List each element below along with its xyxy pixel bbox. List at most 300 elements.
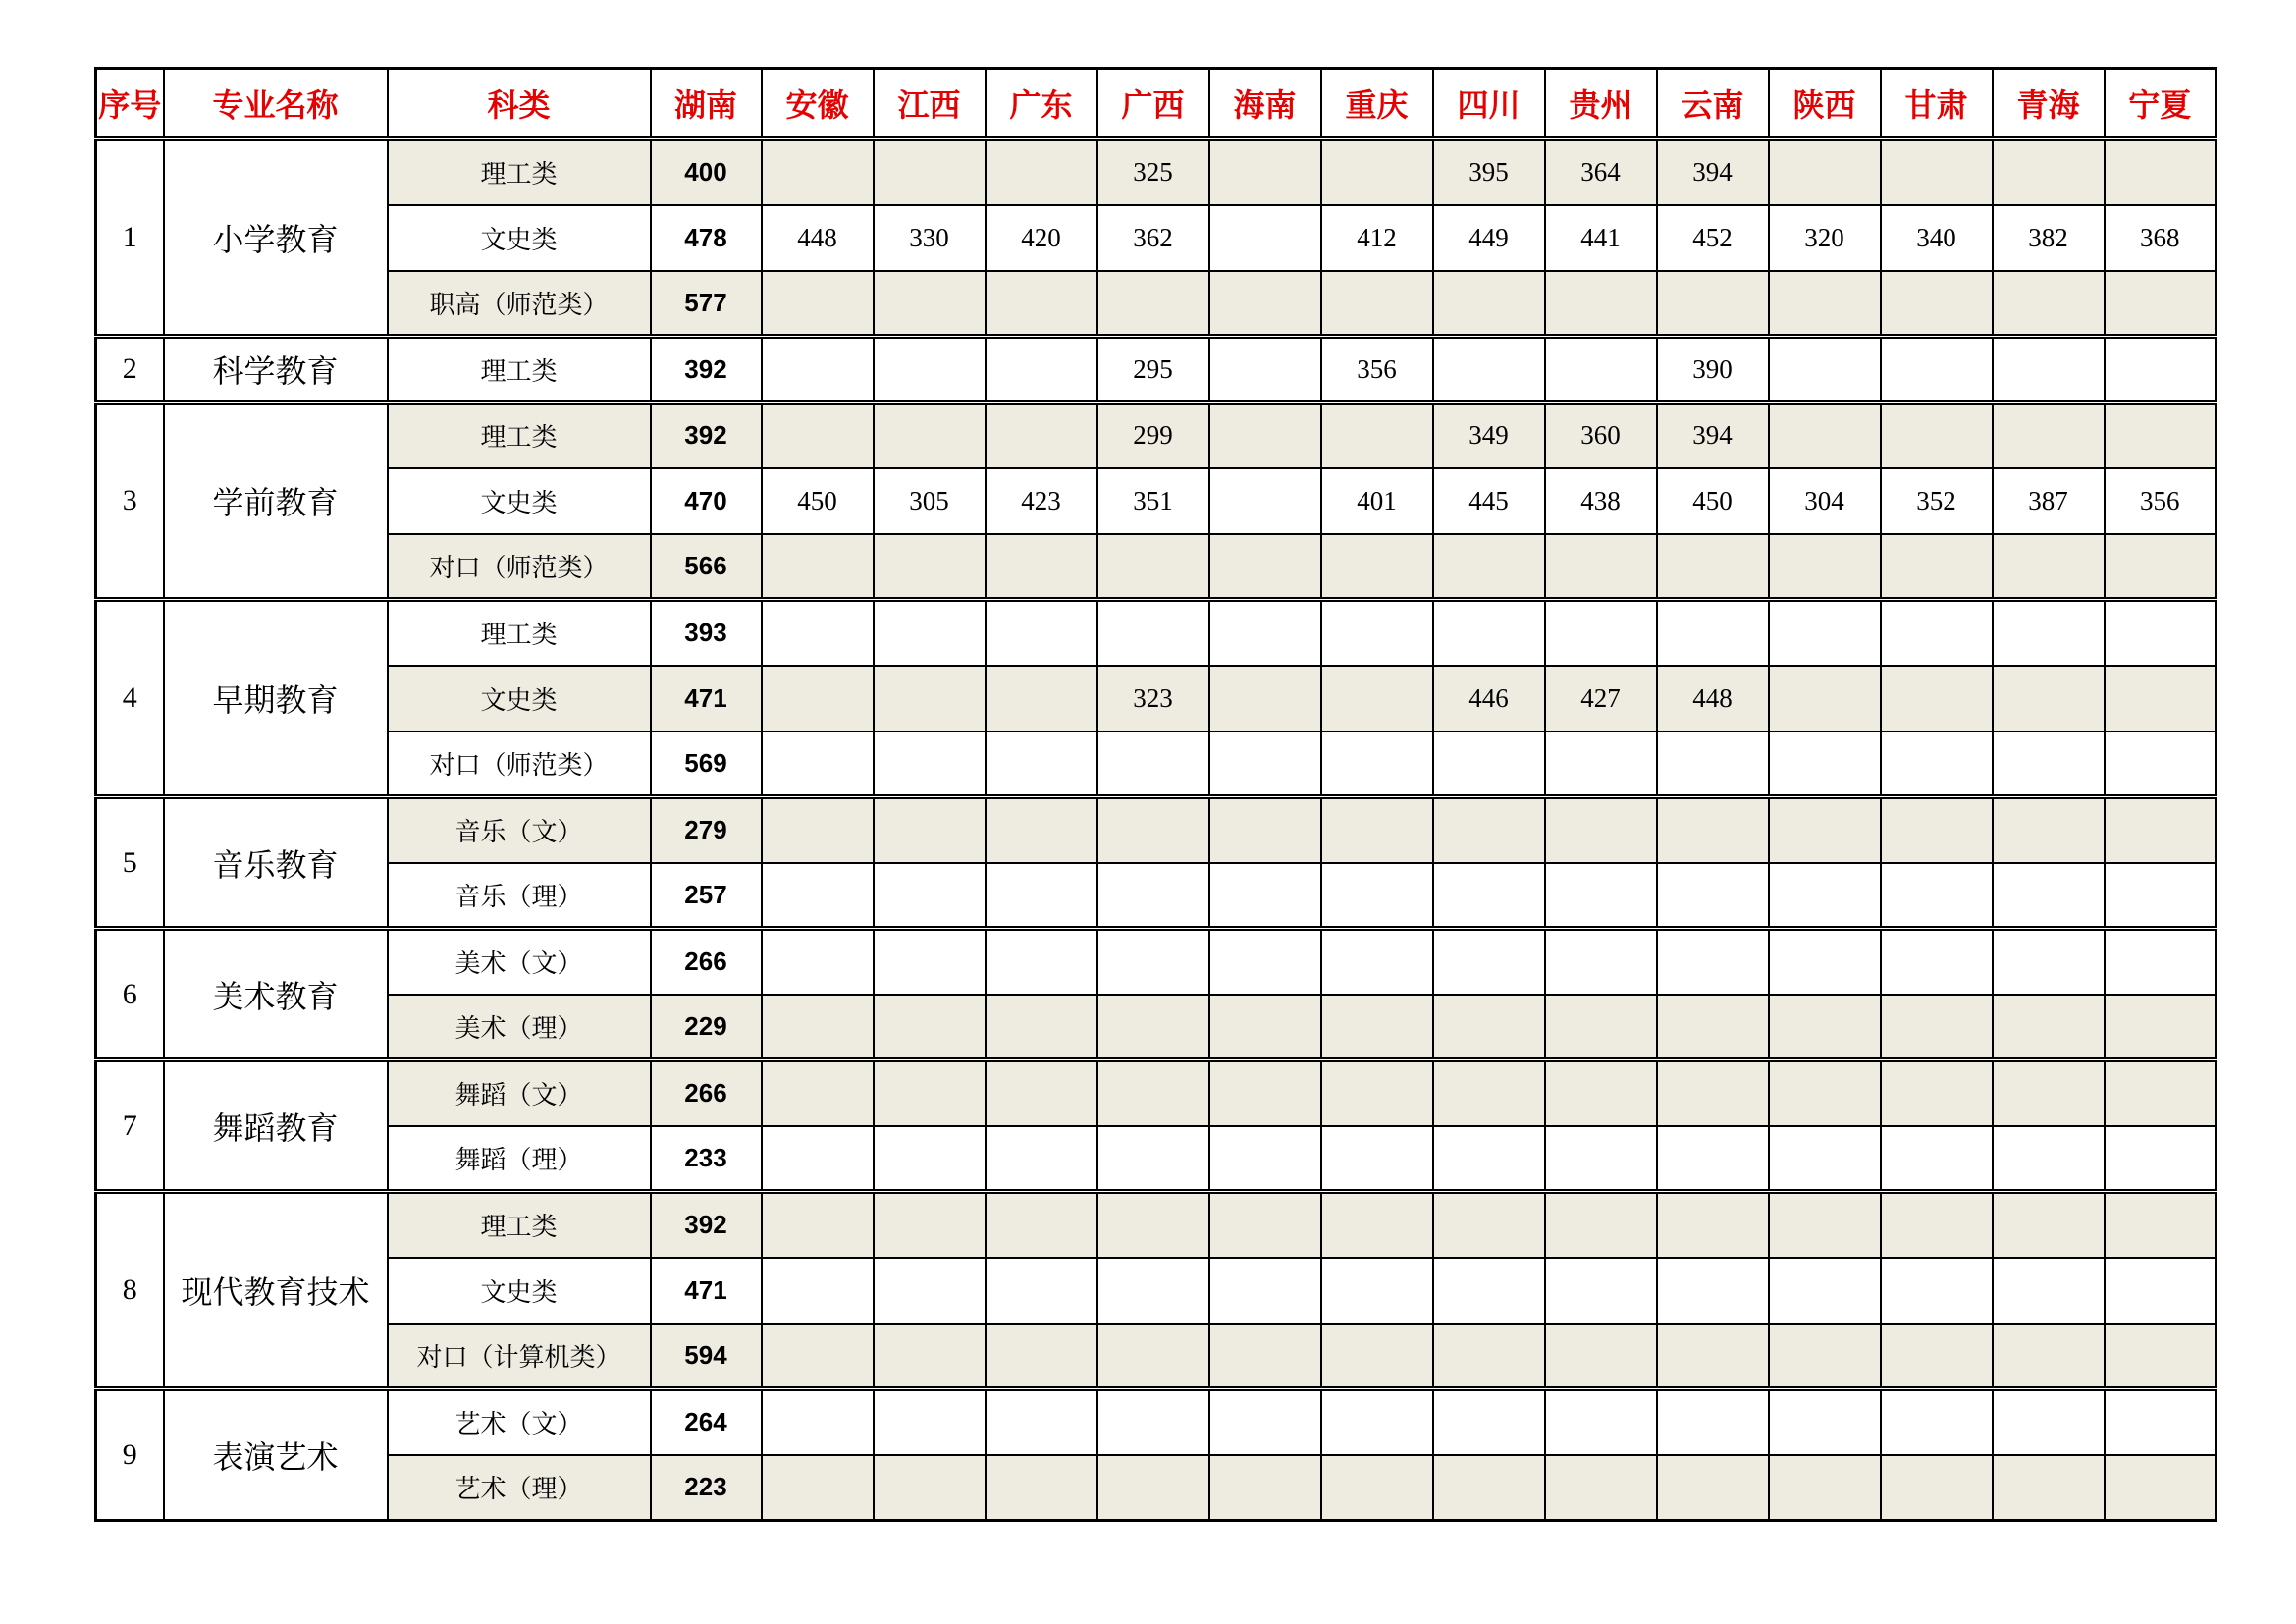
score-cell [2105,1324,2216,1389]
score-cell [1321,863,1433,929]
score-cell: 448 [1657,666,1769,731]
score-cell [1209,1060,1321,1126]
score-cell [1769,1060,1881,1126]
score-cell [1881,863,1993,929]
score-cell: 362 [1097,205,1209,271]
score-cell: 325 [1097,139,1209,205]
score-cell: 446 [1433,666,1545,731]
score-cell [986,1258,1097,1324]
score-cell [1321,1455,1433,1521]
score-cell: 368 [2105,205,2216,271]
table-row [96,863,2216,929]
score-cell [762,1258,874,1324]
score-cell: 448 [762,205,874,271]
score-cell [2105,1126,2216,1192]
table-row [96,1324,2216,1389]
score-cell [1097,731,1209,797]
score-cell [986,1192,1097,1258]
score-cell: 392 [651,337,762,403]
score-cell: 395 [1433,139,1545,205]
score-cell [1545,1192,1657,1258]
score-cell [1993,1389,2105,1455]
score-cell [1321,600,1433,666]
table-row [96,468,2216,534]
score-cell [1209,403,1321,468]
score-cell [1545,600,1657,666]
table-row [96,1258,2216,1324]
score-cell [1657,863,1769,929]
score-cell [762,600,874,666]
header-category: 科类 [388,69,651,139]
score-cell [1433,995,1545,1060]
score-cell: 340 [1881,205,1993,271]
score-cell: 299 [1097,403,1209,468]
table-row [96,995,2216,1060]
score-cell [762,666,874,731]
score-cell [1209,271,1321,337]
score-cell: 441 [1545,205,1657,271]
score-cell: 364 [1545,139,1657,205]
score-cell [874,929,986,995]
major-name: 美术教育 [164,929,388,1060]
score-cell [1881,403,1993,468]
table-row [96,1126,2216,1192]
score-cell [1321,731,1433,797]
score-cell: 264 [651,1389,762,1455]
score-cell [762,797,874,863]
score-cell [874,337,986,403]
score-cell: 452 [1657,205,1769,271]
table-row [96,403,2216,468]
category-cell: 对口（师范类） [388,731,651,797]
score-cell [1881,1389,1993,1455]
score-cell: 412 [1321,205,1433,271]
score-cell [1097,1060,1209,1126]
major-name: 音乐教育 [164,797,388,929]
score-cell: 279 [651,797,762,863]
category-cell: 理工类 [388,337,651,403]
score-cell [1209,534,1321,600]
score-cell [1993,271,2105,337]
score-cell [1881,1060,1993,1126]
score-cell [1545,995,1657,1060]
score-cell: 449 [1433,205,1545,271]
header-province: 重庆 [1321,69,1433,139]
score-cell [1657,600,1769,666]
score-cell [1545,534,1657,600]
score-cell: 356 [2105,468,2216,534]
score-cell: 470 [651,468,762,534]
category-cell: 音乐（理） [388,863,651,929]
score-cell: 320 [1769,205,1881,271]
score-cell [1433,1192,1545,1258]
score-cell [1993,534,2105,600]
score-cell [986,337,1097,403]
score-cell [1433,271,1545,337]
score-cell [1097,1455,1209,1521]
score-cell [986,797,1097,863]
score-cell [1881,666,1993,731]
score-cell [1657,1389,1769,1455]
score-cell [1433,337,1545,403]
score-cell: 392 [651,403,762,468]
category-cell: 理工类 [388,600,651,666]
score-cell [1545,929,1657,995]
score-cell [874,1192,986,1258]
score-cell [1209,1389,1321,1455]
score-cell [1433,929,1545,995]
score-cell: 266 [651,1060,762,1126]
score-cell [1545,1389,1657,1455]
table-row [96,731,2216,797]
score-cell [1769,1126,1881,1192]
score-cell [874,534,986,600]
major-name: 学前教育 [164,403,388,600]
score-cell [2105,1060,2216,1126]
score-cell [1209,1455,1321,1521]
category-cell: 理工类 [388,139,651,205]
category-cell: 艺术（文） [388,1389,651,1455]
score-cell [1881,1258,1993,1324]
score-cell [986,403,1097,468]
score-cell [1321,929,1433,995]
score-cell [762,731,874,797]
score-cell: 233 [651,1126,762,1192]
score-cell [1881,929,1993,995]
score-cell: 349 [1433,403,1545,468]
score-cell: 351 [1097,468,1209,534]
score-cell [1209,139,1321,205]
score-cell [1433,1126,1545,1192]
score-cell [762,271,874,337]
header-province: 青海 [1993,69,2105,139]
score-cell [1545,1258,1657,1324]
major-name: 现代教育技术 [164,1192,388,1389]
score-cell [874,731,986,797]
score-cell [1545,1126,1657,1192]
score-cell [986,1389,1097,1455]
score-cell [1433,1455,1545,1521]
score-cell: 229 [651,995,762,1060]
score-cell: 223 [651,1455,762,1521]
score-cell [1545,1324,1657,1389]
score-cell [874,403,986,468]
table-row [96,205,2216,271]
score-cell [2105,139,2216,205]
table-row [96,1192,2216,1258]
score-cell [1321,666,1433,731]
score-cell [986,534,1097,600]
score-cell [1097,797,1209,863]
score-cell [1433,1258,1545,1324]
score-cell [1657,797,1769,863]
table-row [96,929,2216,995]
seq-number: 3 [96,403,164,600]
header-province: 湖南 [651,69,762,139]
score-cell [874,600,986,666]
score-cell [986,929,1097,995]
score-cell [1209,468,1321,534]
score-cell [1993,337,2105,403]
score-cell [1993,1258,2105,1324]
score-cell [1321,1258,1433,1324]
score-cell [762,863,874,929]
score-cell [2105,666,2216,731]
score-cell [1993,731,2105,797]
score-cell [1433,600,1545,666]
score-cell: 401 [1321,468,1433,534]
table-header [96,69,2216,139]
score-cell: 352 [1881,468,1993,534]
header-province: 云南 [1657,69,1769,139]
score-cell [762,403,874,468]
score-cell [1097,600,1209,666]
score-cell [2105,863,2216,929]
score-cell [1209,995,1321,1060]
score-cell: 390 [1657,337,1769,403]
seq-number: 6 [96,929,164,1060]
score-cell [1657,1192,1769,1258]
score-cell [1321,1324,1433,1389]
score-cell [1209,666,1321,731]
score-cell [874,863,986,929]
category-cell: 对口（计算机类） [388,1324,651,1389]
score-cell [1545,1455,1657,1521]
score-cell [1097,534,1209,600]
score-cell [1321,797,1433,863]
score-cell [986,863,1097,929]
seq-number: 9 [96,1389,164,1521]
admission-score-table [94,67,2217,1522]
score-cell [1993,666,2105,731]
score-cell [762,995,874,1060]
score-cell [1769,1192,1881,1258]
score-cell: 450 [762,468,874,534]
score-cell [1545,1060,1657,1126]
score-cell [1209,600,1321,666]
score-cell [762,1126,874,1192]
score-cell [1097,929,1209,995]
seq-number: 7 [96,1060,164,1192]
score-cell [1321,139,1433,205]
score-cell [1097,1389,1209,1455]
category-cell: 理工类 [388,1192,651,1258]
header-province: 海南 [1209,69,1321,139]
score-cell [1881,337,1993,403]
score-cell [1097,1192,1209,1258]
score-cell [1993,600,2105,666]
score-cell [1209,797,1321,863]
score-cell [762,1389,874,1455]
score-cell [2105,1455,2216,1521]
score-cell [762,139,874,205]
score-cell [1433,1060,1545,1126]
score-cell [986,995,1097,1060]
score-cell: 478 [651,205,762,271]
header-province: 安徽 [762,69,874,139]
score-cell [1993,1060,2105,1126]
score-cell [1321,1126,1433,1192]
score-cell [762,1060,874,1126]
score-cell [1209,337,1321,403]
score-cell: 569 [651,731,762,797]
category-cell: 文史类 [388,205,651,271]
score-cell [1657,731,1769,797]
score-cell: 420 [986,205,1097,271]
score-cell [1433,1389,1545,1455]
score-cell [2105,995,2216,1060]
score-cell [1657,534,1769,600]
score-cell [1993,797,2105,863]
score-cell [1545,863,1657,929]
score-cell [1993,403,2105,468]
score-cell [1321,1060,1433,1126]
score-cell [2105,797,2216,863]
score-cell [1769,403,1881,468]
score-cell [1433,1324,1545,1389]
score-cell [1209,929,1321,995]
score-cell [2105,1192,2216,1258]
score-cell [2105,1389,2216,1455]
score-cell [2105,403,2216,468]
score-cell [1209,1324,1321,1389]
score-cell [1209,205,1321,271]
header-seq: 序号 [96,69,164,139]
score-cell [986,666,1097,731]
score-cell [1545,271,1657,337]
category-cell: 理工类 [388,403,651,468]
score-cell [1209,1258,1321,1324]
score-cell [1657,1324,1769,1389]
table-row [96,797,2216,863]
score-cell [1993,1455,2105,1521]
header-major: 专业名称 [164,69,388,139]
score-cell [762,1324,874,1389]
score-cell [2105,271,2216,337]
score-cell [1881,600,1993,666]
score-cell: 450 [1657,468,1769,534]
score-cell [1097,863,1209,929]
score-cell [874,797,986,863]
score-cell [1321,534,1433,600]
score-cell [986,139,1097,205]
score-cell [1433,731,1545,797]
category-cell: 文史类 [388,666,651,731]
category-cell: 对口（师范类） [388,534,651,600]
score-cell [874,995,986,1060]
score-cell [1657,1126,1769,1192]
score-cell [1657,995,1769,1060]
header-province: 广东 [986,69,1097,139]
score-cell: 423 [986,468,1097,534]
score-cell [1321,995,1433,1060]
score-cell: 594 [651,1324,762,1389]
score-cell: 566 [651,534,762,600]
score-cell [1881,1455,1993,1521]
score-cell [1097,1126,1209,1192]
score-cell [1657,1455,1769,1521]
category-cell: 音乐（文） [388,797,651,863]
score-cell [986,1126,1097,1192]
score-cell [874,1455,986,1521]
score-cell [1209,863,1321,929]
score-cell [874,666,986,731]
score-cell [1993,863,2105,929]
score-cell [1881,797,1993,863]
major-name: 表演艺术 [164,1389,388,1521]
score-cell [1769,337,1881,403]
score-cell [874,1389,986,1455]
score-cell [1993,139,2105,205]
score-cell [2105,534,2216,600]
seq-number: 4 [96,600,164,797]
score-cell: 330 [874,205,986,271]
score-cell: 387 [1993,468,2105,534]
score-cell: 471 [651,666,762,731]
score-cell [1993,929,2105,995]
header-province: 江西 [874,69,986,139]
score-cell [1321,271,1433,337]
score-cell [1321,1192,1433,1258]
score-cell [874,1126,986,1192]
score-cell: 295 [1097,337,1209,403]
header-province: 陕西 [1769,69,1881,139]
score-cell [1881,534,1993,600]
score-cell [1097,1258,1209,1324]
score-cell [1881,1192,1993,1258]
score-cell: 438 [1545,468,1657,534]
score-cell: 266 [651,929,762,995]
score-cell [1769,600,1881,666]
category-cell: 美术（理） [388,995,651,1060]
score-cell [986,1324,1097,1389]
major-name: 舞蹈教育 [164,1060,388,1192]
category-cell: 舞蹈（文） [388,1060,651,1126]
score-cell: 394 [1657,139,1769,205]
seq-number: 1 [96,139,164,337]
seq-number: 8 [96,1192,164,1389]
score-cell: 382 [1993,205,2105,271]
score-cell [1209,1126,1321,1192]
score-cell [1769,1324,1881,1389]
score-cell: 392 [651,1192,762,1258]
score-cell [1769,534,1881,600]
score-cell [1769,797,1881,863]
score-cell [1321,1389,1433,1455]
category-cell: 职高（师范类） [388,271,651,337]
score-cell [1769,1258,1881,1324]
header-province: 甘肃 [1881,69,1993,139]
score-cell [874,271,986,337]
score-cell [762,337,874,403]
score-cell [1545,797,1657,863]
score-cell [1881,1126,1993,1192]
score-cell [986,600,1097,666]
score-cell [1097,271,1209,337]
table-body [96,139,2216,1521]
score-cell: 304 [1769,468,1881,534]
table-row [96,600,2216,666]
score-cell [762,1192,874,1258]
score-cell [874,1060,986,1126]
score-cell [1657,1060,1769,1126]
score-cell [1881,139,1993,205]
header-province: 广西 [1097,69,1209,139]
score-cell [2105,731,2216,797]
score-cell [1881,995,1993,1060]
score-cell [1993,995,2105,1060]
score-cell [762,1455,874,1521]
